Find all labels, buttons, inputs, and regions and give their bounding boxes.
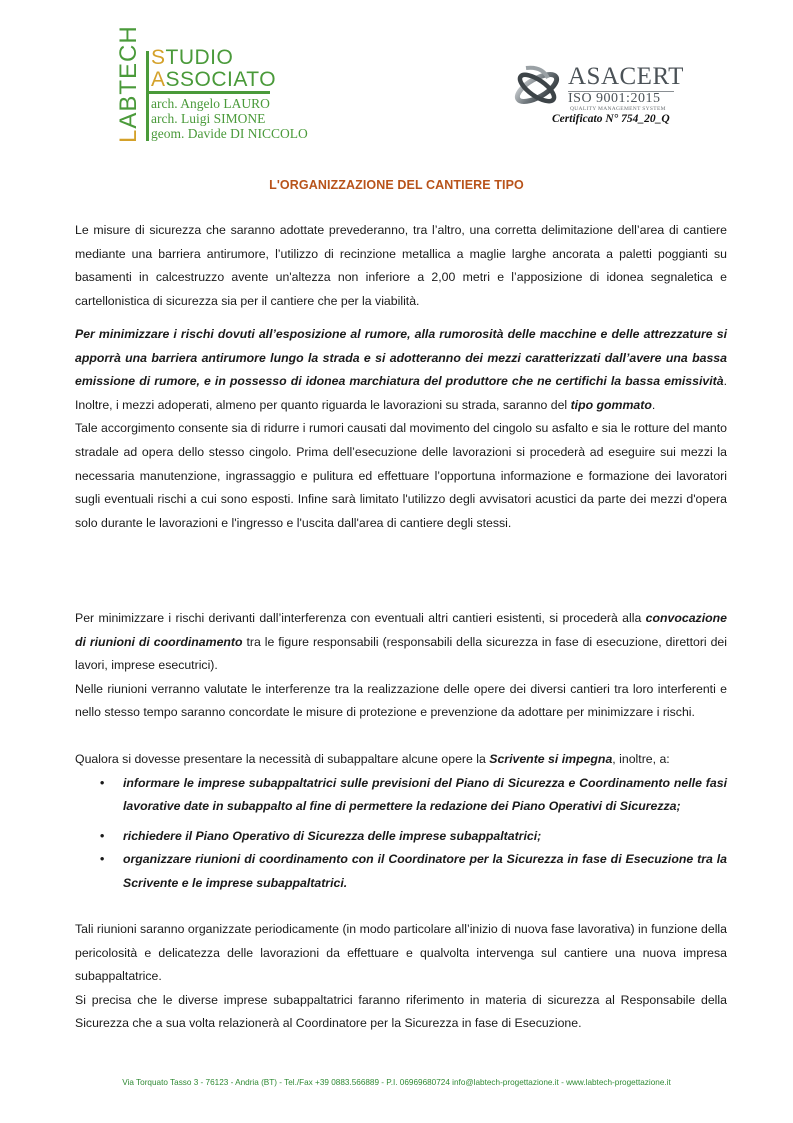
- emphasis-text: convocazione di riunioni di coordinamento: [75, 611, 727, 649]
- asacert-logo: [512, 64, 682, 126]
- iso-standard: ISO 9001:2015: [568, 91, 661, 106]
- list-item: [75, 825, 727, 849]
- paragraph-text: Tale accorgimento consente sia di ridurre i rumori causati dal movimento del cingolo su asfalto e sia le rotture del manto stradale ad opera dello stesso cingolo. Prima dell’esecuzione delle lavorazioni si procederà ad eseguire sui mezzi la necessaria manutenzione, ingrassaggio e pulitura ed effettuare l’opportuna informazione e formazione dei lavoratori sugli eventuali rischi a cui sono esposti. Infine sarà limitato l'utilizzo degli avvisatori acustici da parte dei mezzi d'opera solo durante le lavorazioni e l'ingresso e l'uscita dall'area di cantiere degli stessi.: [75, 421, 727, 530]
- paragraph-text: [75, 607, 727, 678]
- paragraph-meetings: [75, 918, 727, 1036]
- labtech-vertical-wordmark: [114, 25, 144, 143]
- partner-names: [151, 96, 308, 141]
- certificate-number: Certificato N° 754_20_Q: [552, 113, 670, 125]
- studio-rest: TUDIO: [165, 46, 234, 69]
- list-item-text: richiedere il Piano Operativo di Sicurezza delle imprese subappaltatrici;: [123, 828, 542, 843]
- paragraph-text: Per minimizzare i rischi derivanti dall’interferenza con eventuali altri cantieri esistenti, si procederà alla: [75, 611, 646, 625]
- paragraph-text: . Inoltre, i mezzi adoperati, almeno per quanto riguarda le lavorazioni su strada, saranno del: [75, 374, 727, 412]
- bullet-icon: •: [100, 828, 105, 843]
- paragraph-text: [75, 323, 727, 417]
- paragraph-text: Qualora si dovesse presentare la necessità di subappaltare alcune opere la: [75, 752, 490, 766]
- emphasis-text: tipo gommato: [570, 397, 652, 412]
- emphasis-text: Scrivente si impegna: [489, 752, 613, 766]
- paragraph-noise: [75, 323, 727, 535]
- paragraph-text: Le misure di sicurezza che saranno adottate prevederanno, tra l’altro, una corretta delimitazione dell’area di cantiere mediante una barriera antirumore, l’utilizzo di recinzione metallica a maglie larghe ancorata a paletti poggianti su basamenti in calcestruzzo avente un'altezza non inferiore a 2,00 metri e l’apposizione di idonea segnaletica e cartellonistica di sicurezza sia per il cantiere che per la viabilità.: [75, 223, 727, 308]
- commitments-list: [75, 772, 727, 896]
- bullet-icon: •: [100, 852, 105, 867]
- paragraph-text: [75, 748, 727, 772]
- qms-subtitle: QUALITY MANAGEMENT SYSTEM: [570, 106, 666, 112]
- paragraph-text: Si precisa che le diverse imprese subappaltatrici faranno riferimento in materia di sicurezza al Responsabile della Sicurezza che a sua volta relazionerà al Coordinatore per la Sicurezza in fase di Esecuzione.: [75, 992, 727, 1031]
- partner-name: arch. Luigi SIMONE: [151, 111, 266, 126]
- paragraph-text: .: [651, 397, 656, 412]
- paragraph-safety-measures: [75, 219, 727, 313]
- list-item: [75, 772, 727, 819]
- paragraph-interference: [75, 607, 727, 725]
- partner-name: arch. Angelo LAURO: [151, 96, 270, 111]
- paragraph-subcontracting: [75, 748, 727, 896]
- list-item-text: informare le imprese subappaltatrici sulle previsioni del Piano di Sicurezza e Coordinamento nelle fasi lavorative date in subappalto al fine di permettere la redazione dei Piano Operativi di Sicurezza;: [123, 775, 727, 814]
- list-item-text: organizzare riunioni di coordinamento con il Coordinatore per la Sicurezza in fase di Esecuzione tra la Scrivente e le imprese subappaltatrici.: [123, 852, 727, 890]
- document-title: L'ORGANIZZAZIONE DEL CANTIERE TIPO: [269, 178, 524, 192]
- emphasis-text: Per minimizzare i rischi dovuti all’esposizione al rumore, alla rumorosità delle macchine e delle attrezzature si apporrà una barriera antirumore lungo la strada e si adotteranno dei mezzi caratterizzati dall’avere una bassa emissione di rumore, e in possesso di idonea marchiatura del produttore che ne certifichi la bassa emissività: [75, 327, 727, 389]
- logo-horizontal-rule: [146, 91, 270, 94]
- logo-vertical-rule: [146, 51, 149, 141]
- bullet-icon: •: [100, 775, 105, 790]
- paragraph-text: Nelle riunioni verranno valutate le interferenze tra la realizzazione delle opere dei diversi cantieri tra loro interferenti e nello stesso tempo saranno concordate le misure di protezione e prevenzione da adottare per minimizzare i rischi.: [75, 681, 727, 720]
- paragraph-text: , inoltre, a:: [612, 752, 670, 766]
- paragraph-text: tra le figure responsabili (responsabili della sicurezza in fase di esecuzione, direttori dei lavori, imprese esecutrici).: [75, 634, 727, 673]
- associato-rest: SSOCIATO: [165, 68, 277, 91]
- asacert-brand: ASACERT: [568, 63, 684, 90]
- labtech-rest: ABTECH: [115, 25, 142, 129]
- asacert-swirl-icon: [512, 64, 562, 110]
- studio-associato-wordmark: [151, 47, 276, 91]
- associato-cap: A: [151, 68, 166, 91]
- footer-contact: Via Torquato Tasso 3 - 76123 - Andria (BT) - Tel./Fax +39 0883.566889 - P.I. 06969680724 info@labtech-progettazione.it - www.labtech-progettazione.it: [122, 1078, 671, 1087]
- list-item: [75, 848, 727, 895]
- labtech-logo: [114, 25, 308, 147]
- studio-cap: S: [151, 46, 166, 69]
- labtech-initial: L: [115, 128, 142, 143]
- partner-name: geom. Davide DI NICCOLO: [151, 126, 308, 141]
- paragraph-text: Tali riunioni saranno organizzate periodicamente (in modo particolare all’inizio di nuova fase lavorativa) in funzione della pericolosità e delicatezza delle lavorazioni da effettuare e qualvolta intervenga sul cantiere una nuova impresa subappaltatrice.: [75, 922, 727, 984]
